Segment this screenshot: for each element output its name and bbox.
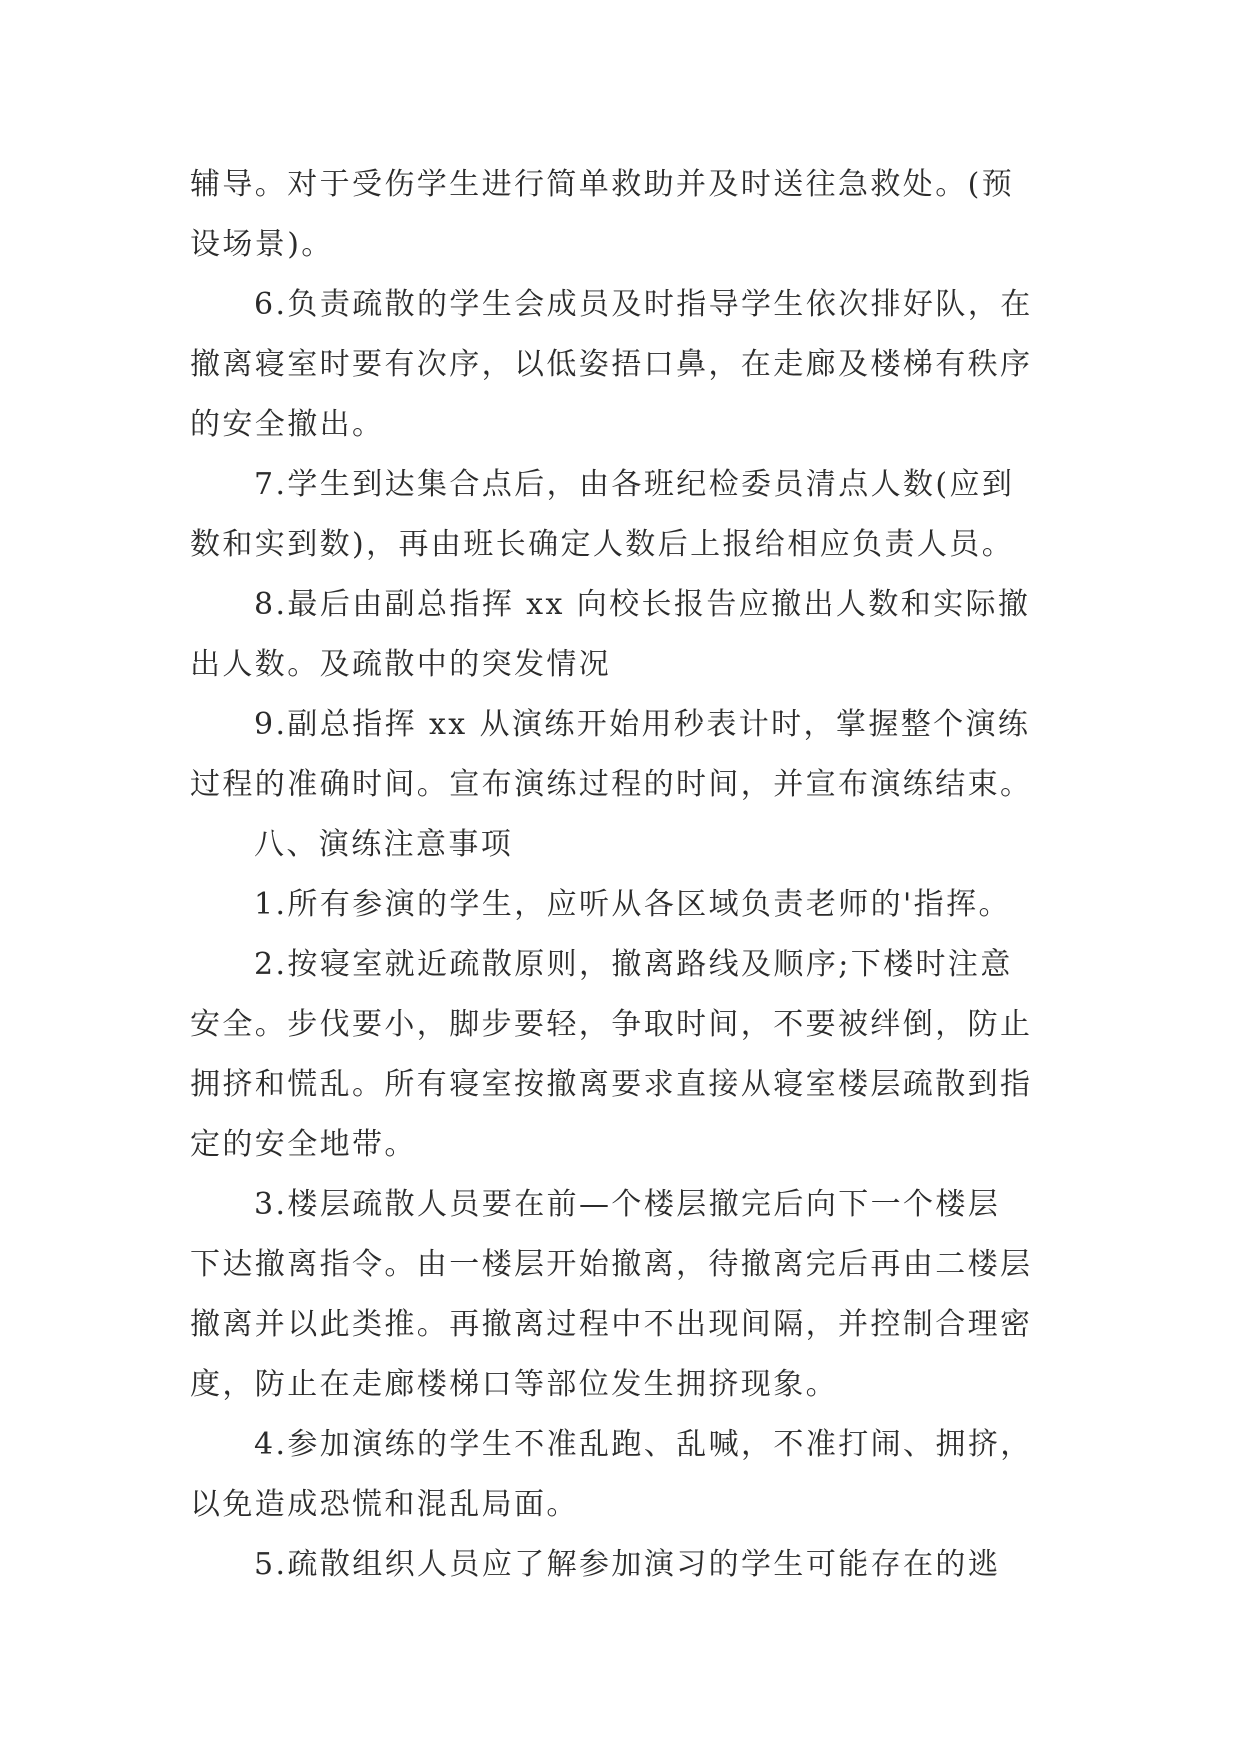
text-line: 4.参加演练的学生不准乱跑、乱喊，不准打闹、拥挤， [254,1427,1033,1462]
text-line: 5.疏散组织人员应了解参加演习的学生可能存在的逃 [254,1547,1001,1582]
text-line: 安全。步伐要小，脚步要轻，争取时间，不要被绊倒，防止 [190,1007,1033,1042]
text-line: 数和实到数)，再由班长确定人数后上报给相应负责人员。 [190,527,1015,562]
text-line: 1.所有参演的学生，应听从各区域负责老师的'指挥。 [254,887,1011,922]
text-line: 6.负责疏散的学生会成员及时指导学生依次排好队，在 [254,287,1033,322]
text-line: 3.楼层疏散人员要在前—个楼层撤完后向下一个楼层 [254,1187,1001,1222]
text-line: 撤离寝室时要有次序，以低姿捂口鼻，在走廊及楼梯有秩序 [190,347,1033,382]
text-line: 定的安全地带。 [190,1127,417,1162]
text-line: 撤离并以此类推。再撤离过程中不出现间隔，并控制合理密 [190,1307,1033,1342]
text-line: 度，防止在走廊楼梯口等部位发生拥挤现象。 [190,1367,838,1402]
text-line: 2.按寝室就近疏散原则，撤离路线及顺序;下楼时注意 [254,947,1013,982]
text-line: 的安全撤出。 [190,407,385,442]
text-line: 9.副总指挥 xx 从演练开始用秒表计时，掌握整个演练 [254,707,1031,742]
text-line: 拥挤和慌乱。所有寝室按撤离要求直接从寝室楼层疏散到指 [190,1067,1033,1102]
text-line: 下达撤离指令。由一楼层开始撤离，待撤离完后再由二楼层 [190,1247,1033,1282]
section-heading: 八、演练注意事项 [254,827,514,862]
document-body [190,155,1060,1595]
text-line: 7.学生到达集合点后，由各班纪检委员清点人数(应到 [254,467,1015,502]
text-line: 出人数。及疏散中的突发情况 [190,647,612,682]
text-line: 以免造成恐慌和混乱局面。 [190,1487,579,1522]
text-line: 辅导。对于受伤学生进行简单救助并及时送往急救处。(预 [190,167,1015,202]
text-line: 过程的准确时间。宣布演练过程的时间，并宣布演练结束。 [190,767,1033,802]
text-line: 设场景)。 [190,227,334,262]
text-line: 8.最后由副总指挥 xx 向校长报告应撤出人数和实际撤 [254,587,1031,622]
